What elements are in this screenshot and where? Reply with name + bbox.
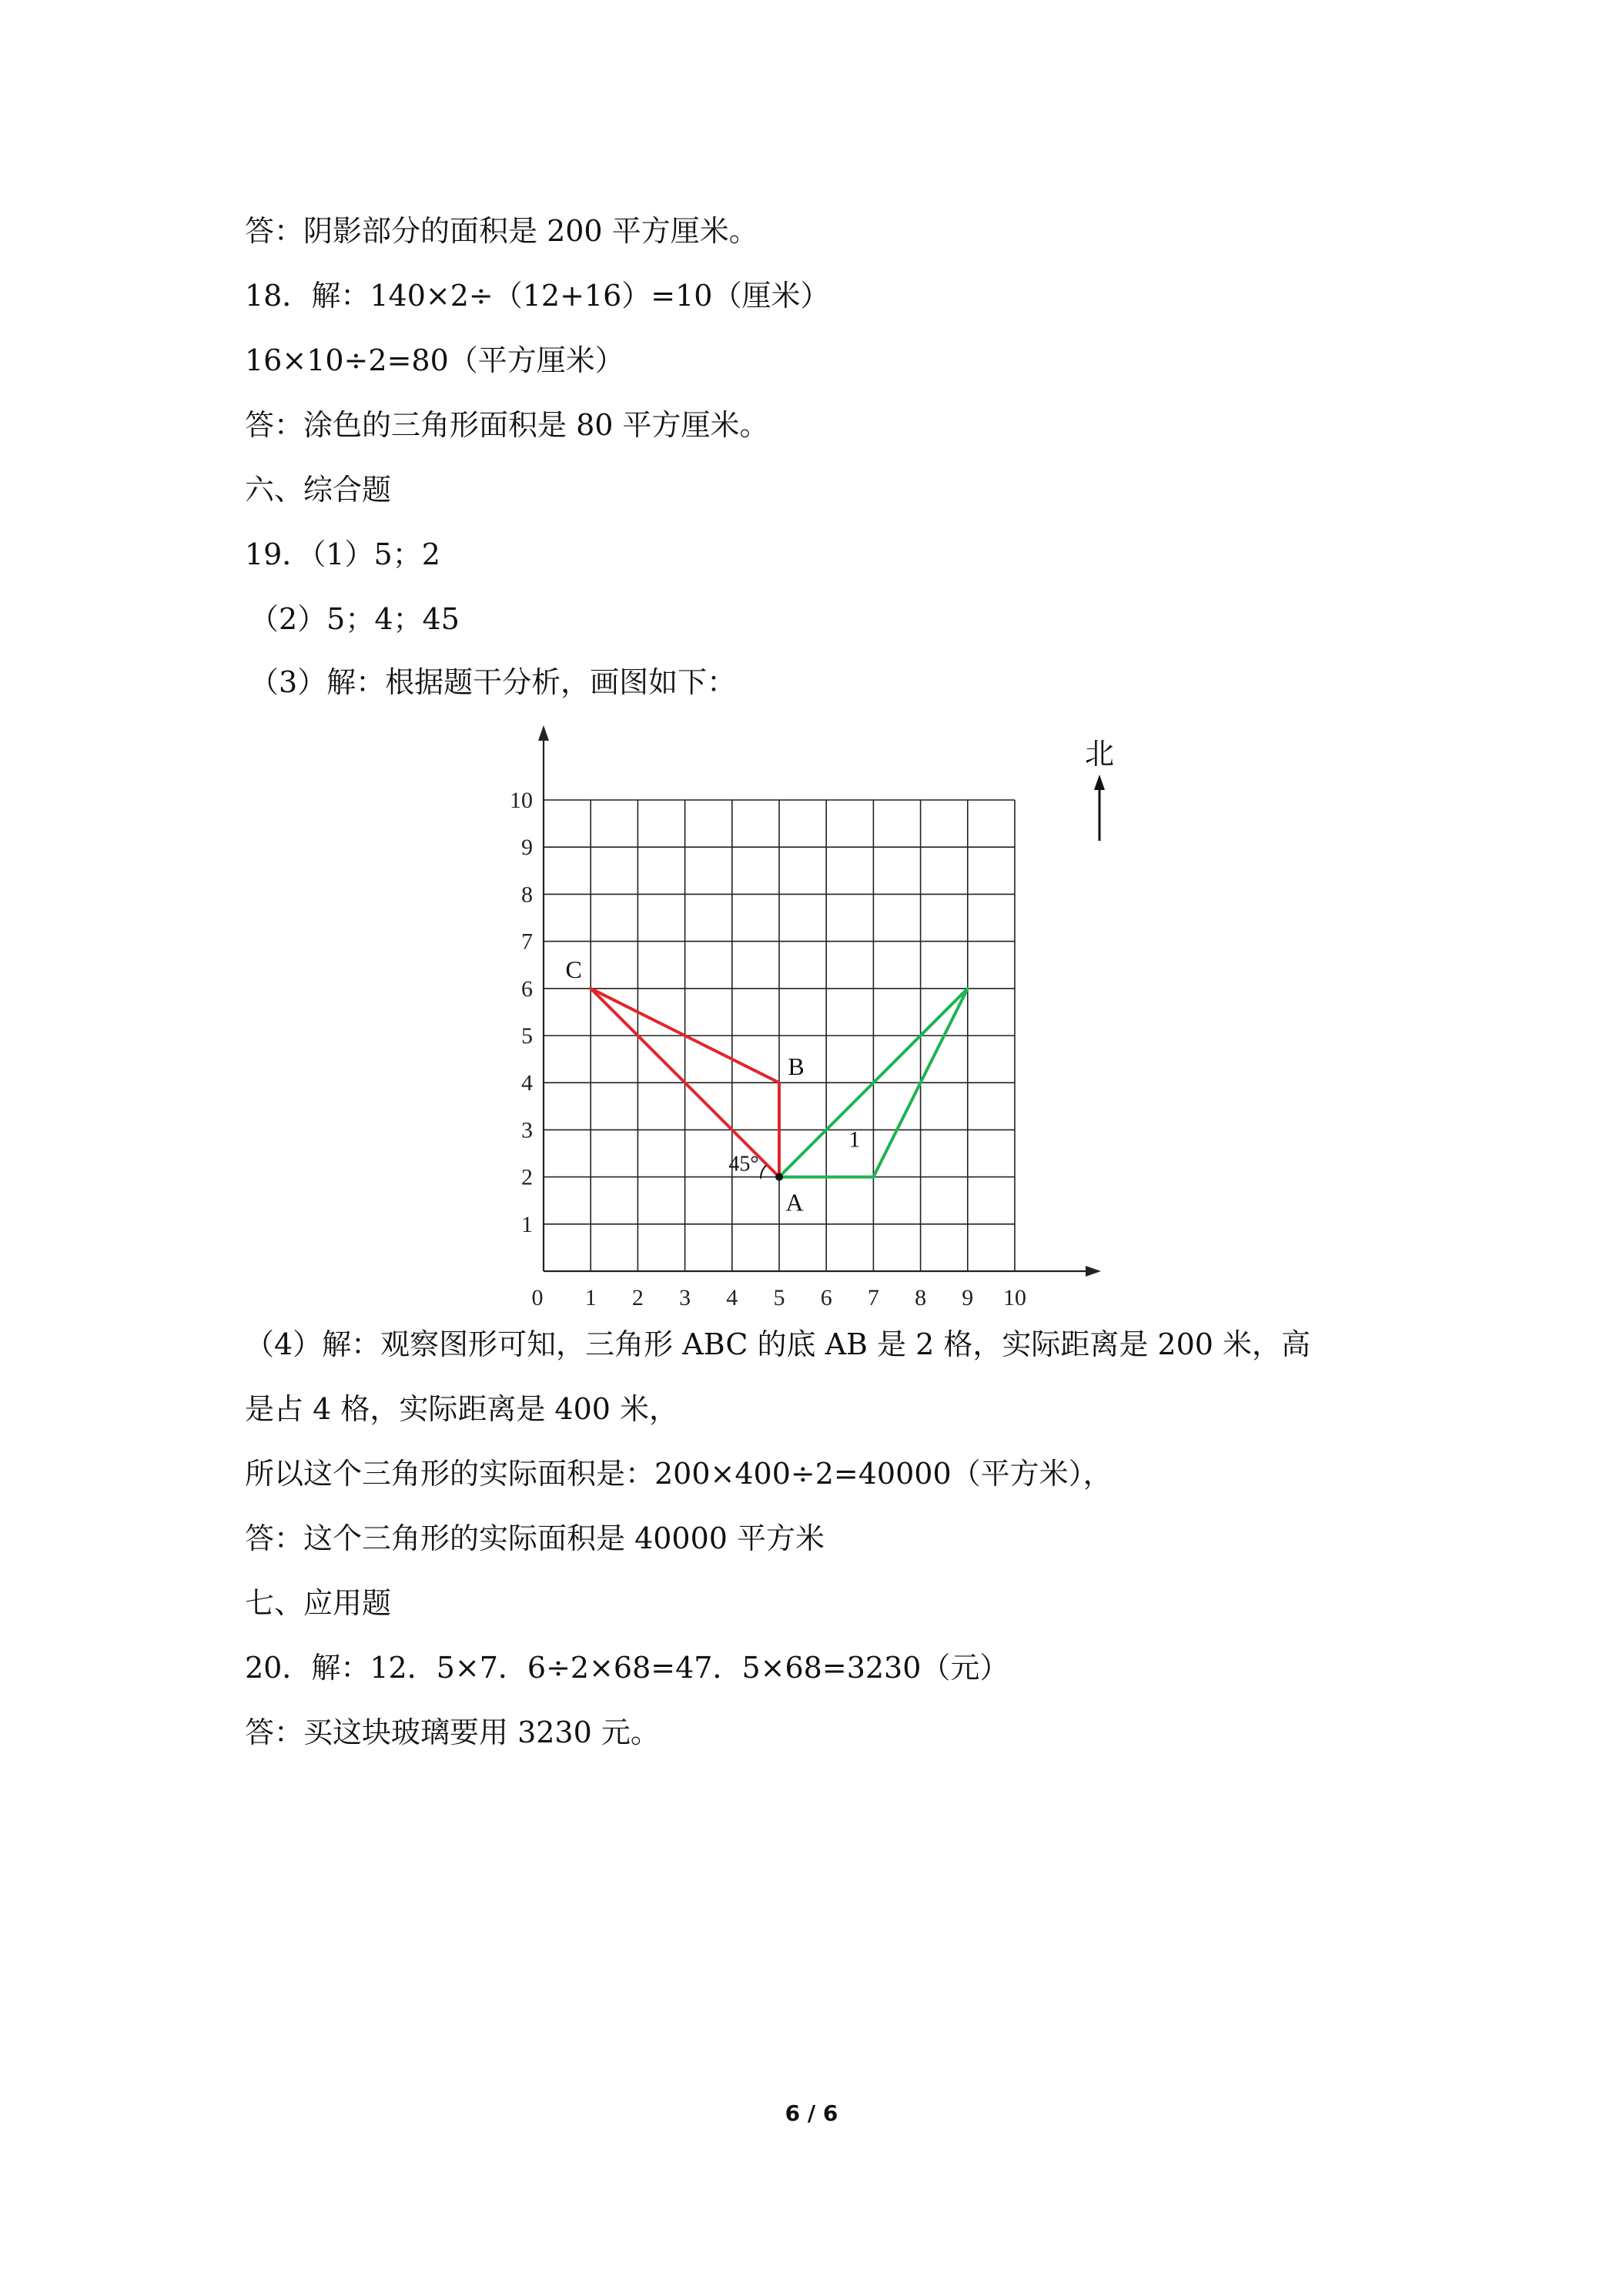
point-c-label: C [565, 955, 582, 983]
y-tick-label: 6 [521, 976, 533, 1002]
answer-18-line: 答：涂色的三角形面积是 80 平方厘米。 [245, 408, 769, 442]
x-tick-label: 3 [679, 1285, 691, 1310]
angle-label: 45° [728, 1152, 759, 1176]
y-axis-arrow [538, 725, 549, 741]
point-a-dot [775, 1173, 783, 1181]
point-a-label: A [785, 1188, 804, 1217]
y-tick-label: 1 [521, 1211, 533, 1237]
solution-20-line: 20．解：12．5×7．6÷2×68=47．5×68=3230（元） [245, 1651, 1009, 1685]
question-19-part4-line3: 所以这个三角形的实际面积是：200×400÷2=40000（平方米）， [245, 1457, 1113, 1491]
tick-labels [510, 788, 1026, 1310]
answer-19-line: 答：这个三角形的实际面积是 40000 平方米 [245, 1521, 825, 1555]
y-tick-label: 4 [521, 1070, 533, 1096]
x-tick-label: 7 [867, 1285, 879, 1310]
north-indicator [1085, 737, 1114, 841]
y-tick-label: 2 [521, 1164, 533, 1190]
axes [538, 725, 1101, 1277]
x-tick-label: 8 [915, 1285, 927, 1310]
page-number: 6 / 6 [785, 2100, 838, 2126]
x-tick-label: 5 [773, 1285, 785, 1310]
x-tick-label: 10 [1003, 1285, 1026, 1310]
north-label: 北 [1084, 737, 1115, 771]
x-axis-arrow [1086, 1266, 1101, 1277]
shape-1-label: 1 [848, 1126, 861, 1153]
grid-svg [508, 724, 1124, 1324]
x-tick-label: 4 [726, 1285, 738, 1310]
coordinate-grid-figure [508, 724, 1124, 1324]
answer-20-line: 答：买这块玻璃要用 3230 元。 [245, 1715, 660, 1749]
y-tick-label: 5 [521, 1023, 533, 1049]
y-tick-label: 10 [510, 788, 533, 813]
solution-18-line1: 18．解：140×2÷（12+16）=10（厘米） [245, 279, 830, 313]
question-19-part3: （3）解：根据题干分析，画图如下： [249, 665, 737, 699]
question-19-part4-line1: （4）解：观察图形可知，三角形 ABC 的底 AB 是 2 格，实际距离是 200 米，高 [245, 1327, 1311, 1361]
x-tick-label: 2 [631, 1285, 644, 1310]
question-19-part4-line2: 是占 4 格，实际距离是 400 米， [245, 1392, 679, 1426]
north-arrow-icon [1094, 775, 1105, 790]
x-tick-label: 0 [531, 1285, 544, 1310]
question-19-part1: 19．（1）5；2 [245, 537, 440, 571]
answer-line: 答：阴影部分的面积是 200 平方厘米。 [245, 214, 758, 248]
point-b-label: B [788, 1053, 805, 1081]
x-tick-label: 1 [584, 1285, 597, 1310]
x-tick-label: 6 [820, 1285, 832, 1310]
solution-18-line2: 16×10÷2=80（平方厘米） [245, 343, 624, 377]
x-tick-label: 9 [962, 1285, 974, 1310]
section-heading-7: 七、应用题 [245, 1586, 392, 1620]
question-19-part2: （2）5；4；45 [249, 602, 460, 636]
y-tick-label: 9 [521, 835, 533, 861]
y-tick-label: 7 [521, 929, 533, 955]
section-heading-6: 六、综合题 [245, 473, 392, 507]
y-tick-label: 3 [521, 1117, 533, 1143]
y-tick-label: 8 [521, 882, 533, 908]
